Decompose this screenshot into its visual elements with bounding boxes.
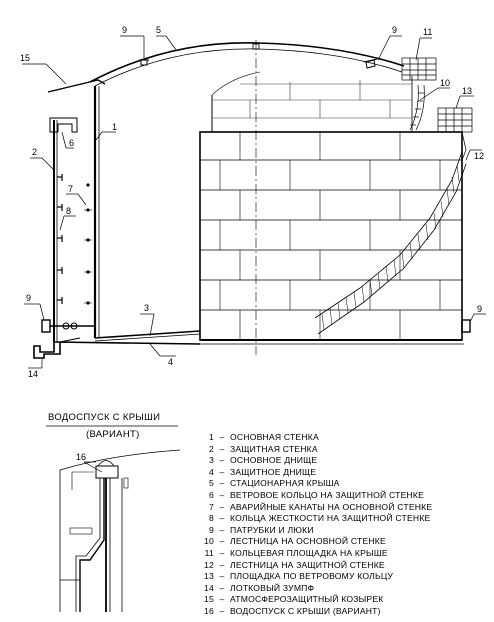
legend-dash: – bbox=[219, 455, 225, 466]
legend-num: 2 bbox=[209, 443, 214, 454]
legend-num: 4 bbox=[209, 466, 214, 477]
callout-2: 2 bbox=[32, 147, 38, 157]
legend-num: 13 bbox=[204, 571, 214, 582]
legend-text: ЛОТКОВЫЙ ЗУМПФ bbox=[230, 582, 315, 593]
legend-num: 8 bbox=[209, 513, 214, 524]
legend-item bbox=[200, 444, 490, 456]
callout-13: 13 bbox=[462, 86, 473, 96]
legend-dash: – bbox=[219, 536, 225, 547]
callout-9-base: 9 bbox=[26, 293, 32, 303]
legend-text: ВЕТРОВОЕ КОЛЬЦО НА ЗАЩИТНОЙ СТЕНКЕ bbox=[230, 489, 425, 500]
callout-15: 15 bbox=[20, 53, 31, 63]
detail-subtitle: (ВАРИАНТ) bbox=[86, 429, 140, 440]
legend-list bbox=[200, 432, 490, 618]
callout-7: 7 bbox=[68, 184, 74, 194]
legend-text: ЛЕСТНИЦА НА ЗАЩИТНОЙ СТЕНКЕ bbox=[230, 559, 385, 570]
legend-num: 6 bbox=[209, 489, 214, 500]
legend-item bbox=[200, 502, 490, 514]
visor bbox=[48, 80, 105, 92]
legend-num: 15 bbox=[204, 594, 214, 605]
roof-drain-detail bbox=[60, 450, 180, 612]
callout-14: 14 bbox=[28, 369, 39, 379]
stiffening-rings bbox=[57, 174, 62, 304]
legend-dash: – bbox=[219, 443, 225, 454]
callout-4: 4 bbox=[168, 357, 174, 367]
legend-text: СТАЦИОНАРНАЯ КРЫША bbox=[230, 478, 340, 489]
legend-text: ПЛОЩАДКА ПО ВЕТРОВОМУ КОЛЬЦУ bbox=[230, 571, 394, 582]
legend-text: КОЛЬЦЕВАЯ ПЛОЩАДКА НА КРЫШЕ bbox=[230, 547, 388, 558]
legend-item bbox=[200, 513, 490, 525]
sump bbox=[34, 342, 60, 358]
legend-text: КОЛЬЦА ЖЕСТКОСТИ НА ЗАЩИТНОЙ СТЕНКЕ bbox=[230, 513, 431, 524]
legend-num: 14 bbox=[204, 582, 214, 593]
legend-dash: – bbox=[219, 547, 225, 558]
emergency-ropes bbox=[86, 183, 89, 304]
legend-item bbox=[200, 560, 490, 572]
callout-3: 3 bbox=[144, 303, 150, 313]
legend-dash: – bbox=[219, 524, 225, 535]
legend-num: 9 bbox=[209, 524, 214, 535]
legend-item bbox=[200, 432, 490, 444]
legend-item bbox=[200, 571, 490, 583]
legend-item bbox=[200, 536, 490, 548]
callout-6: 6 bbox=[69, 138, 75, 148]
legend-num: 5 bbox=[209, 478, 214, 489]
callout-8: 8 bbox=[66, 206, 72, 216]
legend-num: 12 bbox=[204, 559, 214, 570]
base-nozzle bbox=[42, 320, 95, 332]
callout-1: 1 bbox=[112, 122, 118, 132]
legend-num: 11 bbox=[204, 547, 214, 558]
legend-dash: – bbox=[219, 594, 225, 605]
legend-text: ЗАЩИТНАЯ СТЕНКА bbox=[230, 443, 318, 454]
protective-wall-facade bbox=[200, 132, 462, 340]
callout-5: 5 bbox=[156, 25, 162, 35]
legend-dash: – bbox=[219, 466, 225, 477]
legend-num: 3 bbox=[209, 455, 214, 466]
legend-item bbox=[200, 455, 490, 467]
legend-dash: – bbox=[219, 432, 225, 442]
side-nozzle bbox=[462, 320, 470, 332]
legend-num: 10 bbox=[204, 536, 214, 547]
legend-dash: – bbox=[219, 571, 225, 582]
legend-text: ВОДОСПУСК С КРЫШИ (ВАРИАНТ) bbox=[230, 605, 381, 616]
tank-facade bbox=[198, 43, 472, 344]
legend-dash: – bbox=[219, 501, 225, 512]
legend-text: АТМОСФЕРОЗАЩИТНЫЙ КОЗЫРЕК bbox=[230, 594, 384, 605]
leader-lines bbox=[22, 36, 486, 368]
legend-dash: – bbox=[219, 605, 225, 616]
legend-item bbox=[200, 478, 490, 490]
callout-9-side: 9 bbox=[477, 304, 483, 314]
legend-dash: – bbox=[219, 489, 225, 500]
legend-text: ПАТРУБКИ И ЛЮКИ bbox=[230, 524, 314, 535]
legend-item bbox=[200, 548, 490, 560]
callout-12: 12 bbox=[474, 151, 485, 161]
legend-text: АВАРИЙНЫЕ КАНАТЫ НА ОСНОВНОЙ СТЕНКЕ bbox=[230, 501, 433, 512]
legend-dash: – bbox=[219, 478, 225, 489]
legend-dash: – bbox=[219, 559, 225, 570]
legend-item bbox=[200, 525, 490, 537]
callout-10: 10 bbox=[440, 78, 451, 88]
spiral-stair bbox=[315, 152, 466, 334]
legend-item bbox=[200, 606, 490, 618]
callout-16: 16 bbox=[76, 452, 87, 462]
detail-title: ВОДОСПУСК С КРЫШИ bbox=[48, 412, 161, 423]
legend-num: 1 bbox=[209, 432, 214, 442]
legend-item bbox=[200, 467, 490, 479]
legend-item bbox=[200, 490, 490, 502]
legend-dash: – bbox=[219, 513, 225, 524]
legend-dash: – bbox=[219, 582, 225, 593]
main-bottom bbox=[95, 331, 200, 338]
callout-9-roof-left: 9 bbox=[122, 25, 128, 35]
callout-numbers bbox=[20, 25, 484, 462]
legend-text: ОСНОВНОЕ ДНИЩЕ bbox=[230, 455, 318, 466]
legend-item bbox=[200, 594, 490, 606]
legend-item bbox=[200, 583, 490, 595]
callout-9-roof-right: 9 bbox=[392, 25, 398, 35]
legend-num: 16 bbox=[204, 605, 214, 616]
legend-text: ОСНОВНАЯ СТЕНКА bbox=[230, 432, 319, 442]
wind-ring-platform bbox=[438, 108, 472, 160]
roof-platform bbox=[402, 58, 436, 80]
protective-bottom bbox=[54, 342, 200, 344]
legend-text: ЛЕСТНИЦА НА ОСНОВНОЙ СТЕНКЕ bbox=[230, 536, 386, 547]
callout-11: 11 bbox=[423, 27, 433, 37]
legend-num: 7 bbox=[209, 501, 214, 512]
legend-text: ЗАЩИТНОЕ ДНИЩЕ bbox=[230, 466, 317, 477]
